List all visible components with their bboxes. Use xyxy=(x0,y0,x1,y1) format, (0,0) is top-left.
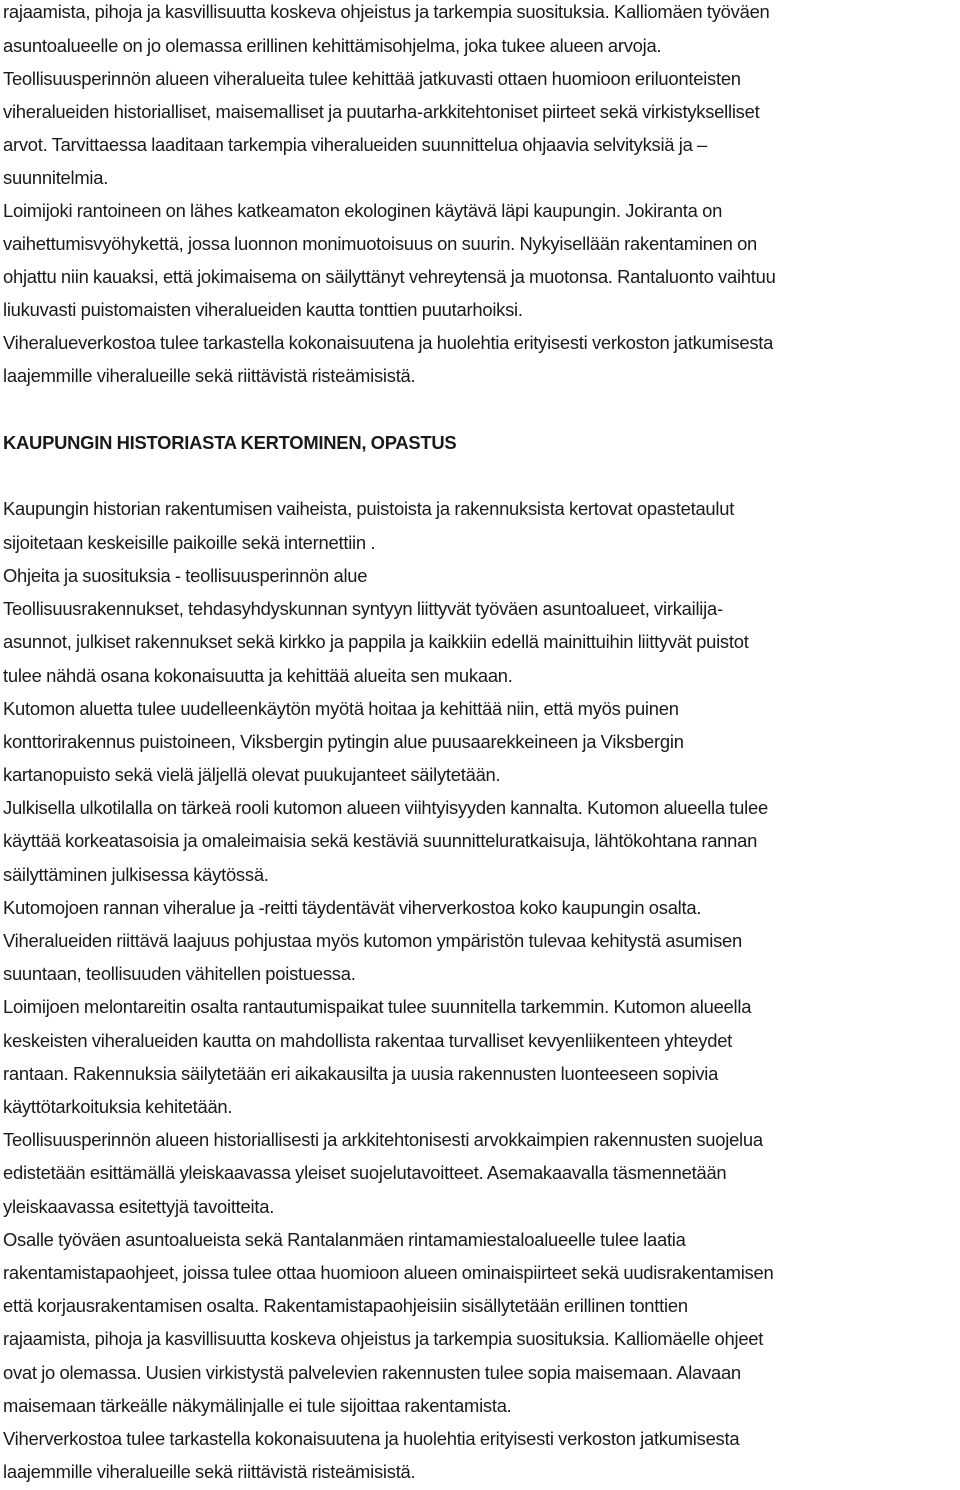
text-line: kartanopuisto sekä vielä jäljellä olevat puukujanteet säilytetään. xyxy=(3,764,501,785)
text-line: asuntoalueelle on jo olemassa erillinen kehittämisohjelma, joka tukee alueen arvoja. xyxy=(3,35,662,56)
text-line: käyttötarkoituksia kehitetään. xyxy=(3,1096,233,1117)
text-line: Viheralueiden riittävä laajuus pohjustaa myös kutomon ympäristön tulevaa kehitystä asumisen xyxy=(3,930,742,951)
text-line: Julkisella ulkotilalla on tärkeä rooli kutomon alueen viihtyisyyden kannalta. Kutomon alueella tulee xyxy=(3,797,768,818)
text-line: säilyttäminen julkisessa käytössä. xyxy=(3,864,269,885)
text-line: että korjausrakentamisen osalta. Rakentamistapaohjeisiin sisällytetään erillinen tonttien xyxy=(3,1295,688,1316)
text-line: asunnot, julkiset rakennukset sekä kirkko ja pappila ja kaikkiin edellä mainittuihin liittyvät puistot xyxy=(3,631,749,652)
text-line: Kutomojoen rannan viheralue ja -reitti täydentävät viherverkostoa koko kaupungin osalta. xyxy=(3,897,702,918)
text-line: Loimijoen melontareitin osalta rantautumispaikat tulee suunnitella tarkemmin. Kutomon alueella xyxy=(3,996,752,1017)
text-line: keskeisten viheralueiden kautta on mahdollista rakentaa turvalliset kevyenliikenteen yhteydet xyxy=(3,1030,733,1051)
text-line: Ohjeita ja suosituksia - teollisuusperinnön alue xyxy=(3,565,368,586)
text-line: laajemmille viheralueille sekä riittävistä risteämisistä. xyxy=(3,365,416,386)
text-line: Viherverkostoa tulee tarkastella kokonaisuutena ja huolehtia erityisesti verkoston jatkumisesta xyxy=(3,1428,740,1449)
text-line: laajemmille viheralueille sekä riittävistä risteämisistä. xyxy=(3,1461,416,1482)
text-line: sijoitetaan keskeisille paikoille sekä internettiin . xyxy=(3,532,376,553)
text-line: rajaamista, pihoja ja kasvillisuutta koskeva ohjeistus ja tarkempia suosituksia. Kalliomäelle ohjeet xyxy=(3,1328,764,1349)
text-line: ovat jo olemassa. Uusien virkistystä palvelevien rakennusten tulee sopia maisemaan. Alavaan xyxy=(3,1362,741,1383)
text-line: suunnitelmia. xyxy=(3,167,109,188)
section-heading: KAUPUNGIN HISTORIASTA KERTOMINEN, OPASTUS xyxy=(3,432,457,453)
text-line: Kaupungin historian rakentumisen vaiheista, puistoista ja rakennuksista kertovat opastetaulut xyxy=(3,498,735,519)
text-line: tulee nähdä osana kokonaisuutta ja kehittää alueita sen mukaan. xyxy=(3,665,513,686)
text-line: liukuvasti puistomaisten viheralueiden kautta tonttien puutarhoiksi. xyxy=(3,299,523,320)
text-line: edistetään esittämällä yleiskaavassa yleiset suojelutavoitteet. Asemakaavalla täsmennetään xyxy=(3,1162,727,1183)
text-line: Loimijoki rantoineen on lähes katkeamaton ekologinen käytävä läpi kaupungin. Jokiranta on xyxy=(3,200,723,221)
text-line: ohjattu niin kauaksi, että jokimaisema on säilyttänyt vehreytensä ja muotonsa. Rantaluonto vaihtuu xyxy=(3,266,776,287)
text-line: Teollisuusperinnön alueen viheralueita tulee kehittää jatkuvasti ottaen huomioon eriluonteisten xyxy=(3,68,741,89)
text-line: vaihettumisvyöhykettä, jossa luonnon monimuotoisuus on suurin. Nykyisellään rakentaminen on xyxy=(3,233,758,254)
text-line: yleiskaavassa esitettyjä tavoitteita. xyxy=(3,1196,275,1217)
text-line: rakentamistapaohjeet, joissa tulee ottaa huomioon alueen ominaispiirteet sekä uudisrakentamisen xyxy=(3,1262,774,1283)
text-line: rajaamista, pihoja ja kasvillisuutta koskeva ohjeistus ja tarkempia suosituksia. Kalliomäen työväen xyxy=(3,1,770,22)
text-line: Kutomon aluetta tulee uudelleenkäytön myötä hoitaa ja kehittää niin, että myös puinen xyxy=(3,698,679,719)
text-line: Viheralueverkostoa tulee tarkastella kokonaisuutena ja huolehtia erityisesti verkoston jatkumisesta xyxy=(3,332,774,353)
text-line: käyttää korkeatasoisia ja omaleimaisia sekä kestäviä suunnitteluratkaisuja, lähtökohtana rannan xyxy=(3,830,758,851)
text-line: rantaan. Rakennuksia säilytetään eri aikakausilta ja uusia rakennusten luonteeseen sopivia xyxy=(3,1063,719,1084)
text-line: Teollisuusrakennukset, tehdasyhdyskunnan syntyyn liittyvät työväen asuntoalueet, virkailija- xyxy=(3,598,723,619)
text-line: maisemaan tärkeälle näkymälinjalle ei tule sijoittaa rakentamista. xyxy=(3,1395,512,1416)
text-line: viheralueiden historialliset, maisemalliset ja puutarha-arkkitehtoniset piirteet sekä virkistykselliset xyxy=(3,101,760,122)
text-line: konttorirakennus puistoineen, Viksbergin pytingin alue puusaarekkeineen ja Viksbergin xyxy=(3,731,684,752)
text-line: Teollisuusperinnön alueen historiallisesti ja arkkitehtonisesti arvokkaimpien rakennusten suojelua xyxy=(3,1129,763,1150)
text-line: Osalle työväen asuntoalueista sekä Rantalanmäen rintamamiestaloalueelle tulee laatia xyxy=(3,1229,686,1250)
text-line: arvot. Tarvittaessa laaditaan tarkempia viheralueiden suunnittelua ohjaavia selvityksiä ja – xyxy=(3,134,707,155)
text-line: suuntaan, teollisuuden vähitellen poistuessa. xyxy=(3,963,356,984)
